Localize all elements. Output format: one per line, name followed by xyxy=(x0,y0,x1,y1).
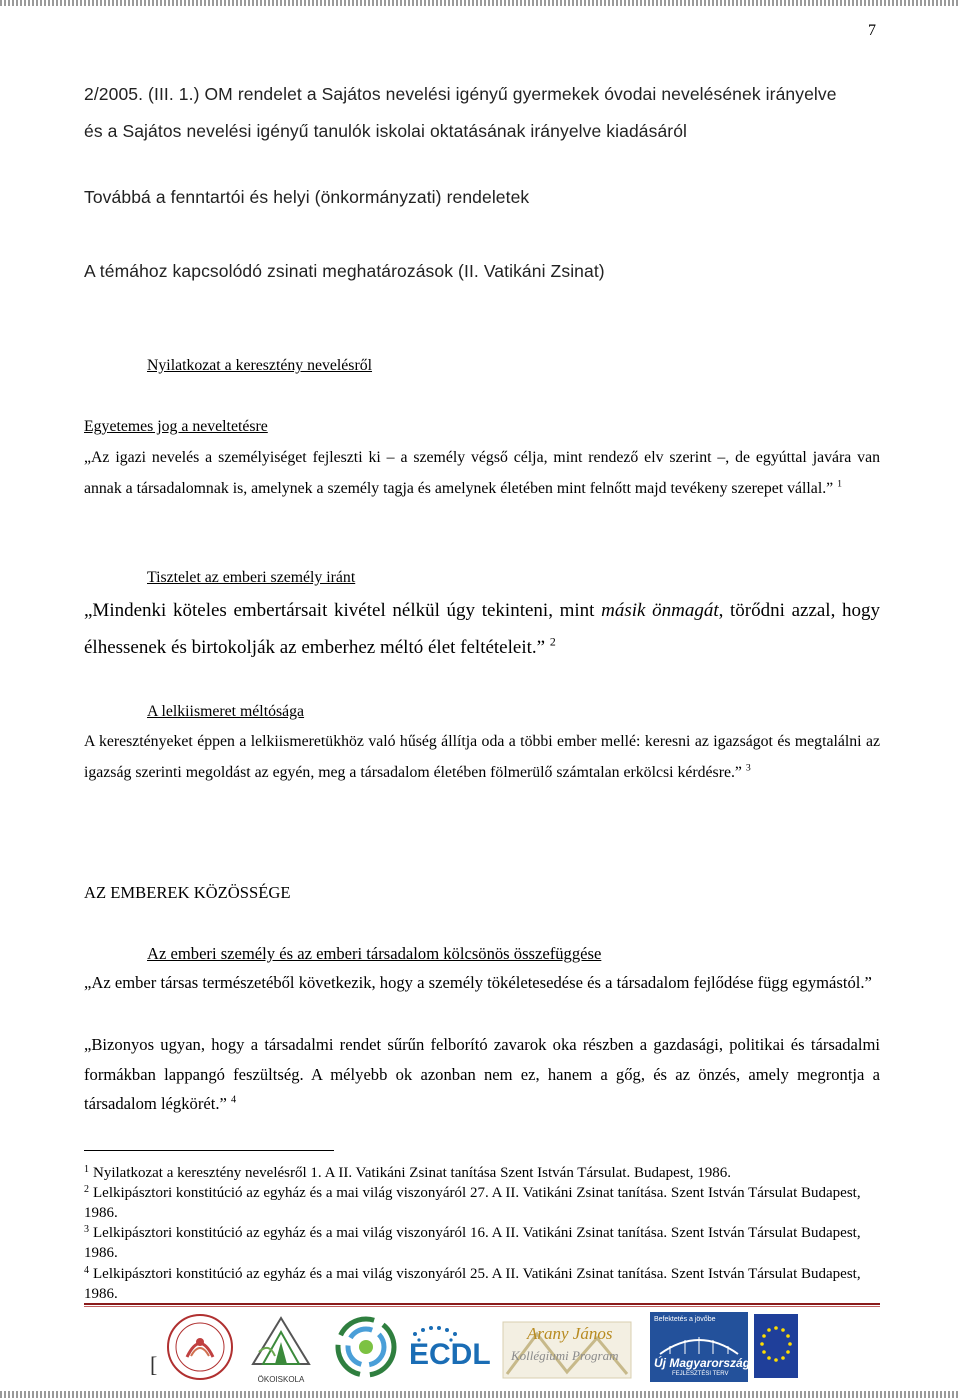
footnote-1-text: Nyilatkozat a keresztény nevelésről 1. A II. Vatikáni Zsinat tanítása Szent István Társulat. Budapest, 1986. xyxy=(93,1165,732,1181)
footer-rule xyxy=(84,1303,880,1305)
paragraph-3 xyxy=(84,727,880,788)
paragraph-3-text: A keresztényeket éppen a lelkiismeretükhöz való hűség állítja oda a többi ember mellé: keresni az igazságot és megtalálni az igazság szerinti megoldást az egyén, meg a társadalom életében fölmerülő számtalan erkölcsi kérdésre.” xyxy=(84,733,880,781)
uj-magyarorszag-title: Új Magyarország xyxy=(654,1356,751,1370)
footnote-ref-4: 4 xyxy=(231,1094,237,1106)
footnote-2 xyxy=(84,1180,880,1223)
circular-arrows-logo xyxy=(335,1316,397,1378)
arany-janos-title: Arany János xyxy=(527,1324,613,1343)
paragraph-2 xyxy=(84,592,880,666)
heading-egyetemes-jog: Egyetemes jog a neveltetésre xyxy=(84,418,268,435)
okoiskola-label: ÖKOISKOLA xyxy=(257,1375,305,1384)
paragraph-5-text: „Bizonyos ugyan, hogy a társadalmi rendet sűrűn felborító zavarok oka részben a gazdasági, politikai és társadalmi formákban lappangó feszültség. A mélyebb ok azonban nem ez, hanem a gőg, és az önzés, amely megrontja a társadalom légkörét.” xyxy=(84,1035,880,1113)
footnote-separator xyxy=(84,1150,334,1151)
intro-line-4: A témához kapcsolódó zsinati meghatározások (II. Vatikáni Zsinat) xyxy=(84,261,605,281)
page-number: 7 xyxy=(868,22,876,39)
uj-magyarorszag-tagline: Befektetés a jövőbe xyxy=(654,1316,716,1323)
heading-lelkiismeret: A lelkiismeret méltósága xyxy=(147,703,305,720)
school-seal-logo xyxy=(165,1312,235,1382)
footnote-ref-2: 2 xyxy=(549,635,556,649)
footnote-4-text: Lelkipásztori konstitúció az egyház és a mai világ viszonyáról 25. A II. Vatikáni Zsinat tanítása. Szent István Társulat Budapest, 1986. xyxy=(84,1266,861,1302)
eu-flag-logo xyxy=(754,1314,798,1378)
paragraph-2-text-b: , törődni azzal, hogy élhessenek és birtokolják az emberhez méltó élet feltételeit.” xyxy=(84,600,880,658)
arany-janos-subtitle: Kollégiumi Program xyxy=(511,1348,619,1363)
intro-line-1: 2/2005. (III. 1.) OM rendelet a Sajátos nevelési igényű gyermekek óvodai nevelésének irányelve xyxy=(84,84,837,104)
footnote-1-number: 1 xyxy=(84,1164,89,1175)
footnote-4 xyxy=(84,1261,880,1304)
footer-rule-thin xyxy=(84,1306,880,1307)
heading-nyilatkozat: Nyilatkozat a keresztény nevelésről xyxy=(147,357,373,374)
footnote-3 xyxy=(84,1220,880,1263)
paragraph-2-text-a: „Mindenki köteles embertársait kivétel nélkül úgy tekinteni, mint xyxy=(84,600,602,621)
okoiskola-logo xyxy=(245,1312,317,1392)
footnote-2-text: Lelkipásztori konstitúció az egyház és a mai világ viszonyáról 27. A II. Vatikáni Zsinat tanítása. Szent István Társulat Budapest, 1986. xyxy=(84,1185,861,1221)
ecdl-label: ECDL xyxy=(409,1338,491,1371)
footnote-ref-1: 1 xyxy=(837,478,843,490)
intro-line-2: és a Sajátos nevelési igényű tanulók iskolai oktatásának irányelve kiadásáról xyxy=(84,121,688,141)
footnote-4-number: 4 xyxy=(84,1265,89,1276)
paragraph-5 xyxy=(84,1030,880,1119)
bottom-decorative-border xyxy=(0,1391,960,1398)
footnote-ref-3: 3 xyxy=(745,762,751,774)
paragraph-1 xyxy=(84,443,880,504)
ecdl-logo xyxy=(405,1320,491,1376)
uj-magyarorszag-logo xyxy=(650,1312,751,1382)
footnote-3-text: Lelkipásztori konstitúció az egyház és a mai világ viszonyáról 16. A II. Vatikáni Zsinat tanítása. Szent István Társulat Budapest, 1986. xyxy=(84,1225,861,1261)
paragraph-4: „Az ember társas természetéből következik, hogy a személy tökéletesedése és a társadalom fejlődése függ egymástól.” xyxy=(84,973,872,992)
uj-magyarorszag-subtitle: FEJLESZTÉSI TERV xyxy=(672,1371,729,1377)
paragraph-2-emphasis: másik önmagát xyxy=(601,600,719,621)
intro-line-3: Továbbá a fenntartói és helyi (önkormányzati) rendeletek xyxy=(84,187,530,207)
arany-janos-logo xyxy=(497,1314,637,1386)
heading-kozosseg: AZ EMBEREK KÖZÖSSÉGE xyxy=(84,883,291,902)
footer-bracket: [ xyxy=(150,1352,158,1377)
heading-tisztelet: Tisztelet az emberi személy iránt xyxy=(147,569,356,586)
footnote-3-number: 3 xyxy=(84,1224,89,1235)
top-decorative-border xyxy=(0,0,960,6)
heading-kolcsonos: Az emberi személy és az emberi társadalom kölcsönös összefüggése xyxy=(147,944,602,963)
footnote-2-number: 2 xyxy=(84,1184,89,1195)
paragraph-1-text: „Az igazi nevelés a személyiséget fejleszti ki – a személy végső célja, mint rendező elv szerint –, de egyúttal javára van annak a társadalomnak is, amelynek a személy tagja és amelynek életében mint felnőtt majd tevékeny szerepet vállal.” xyxy=(84,449,880,497)
